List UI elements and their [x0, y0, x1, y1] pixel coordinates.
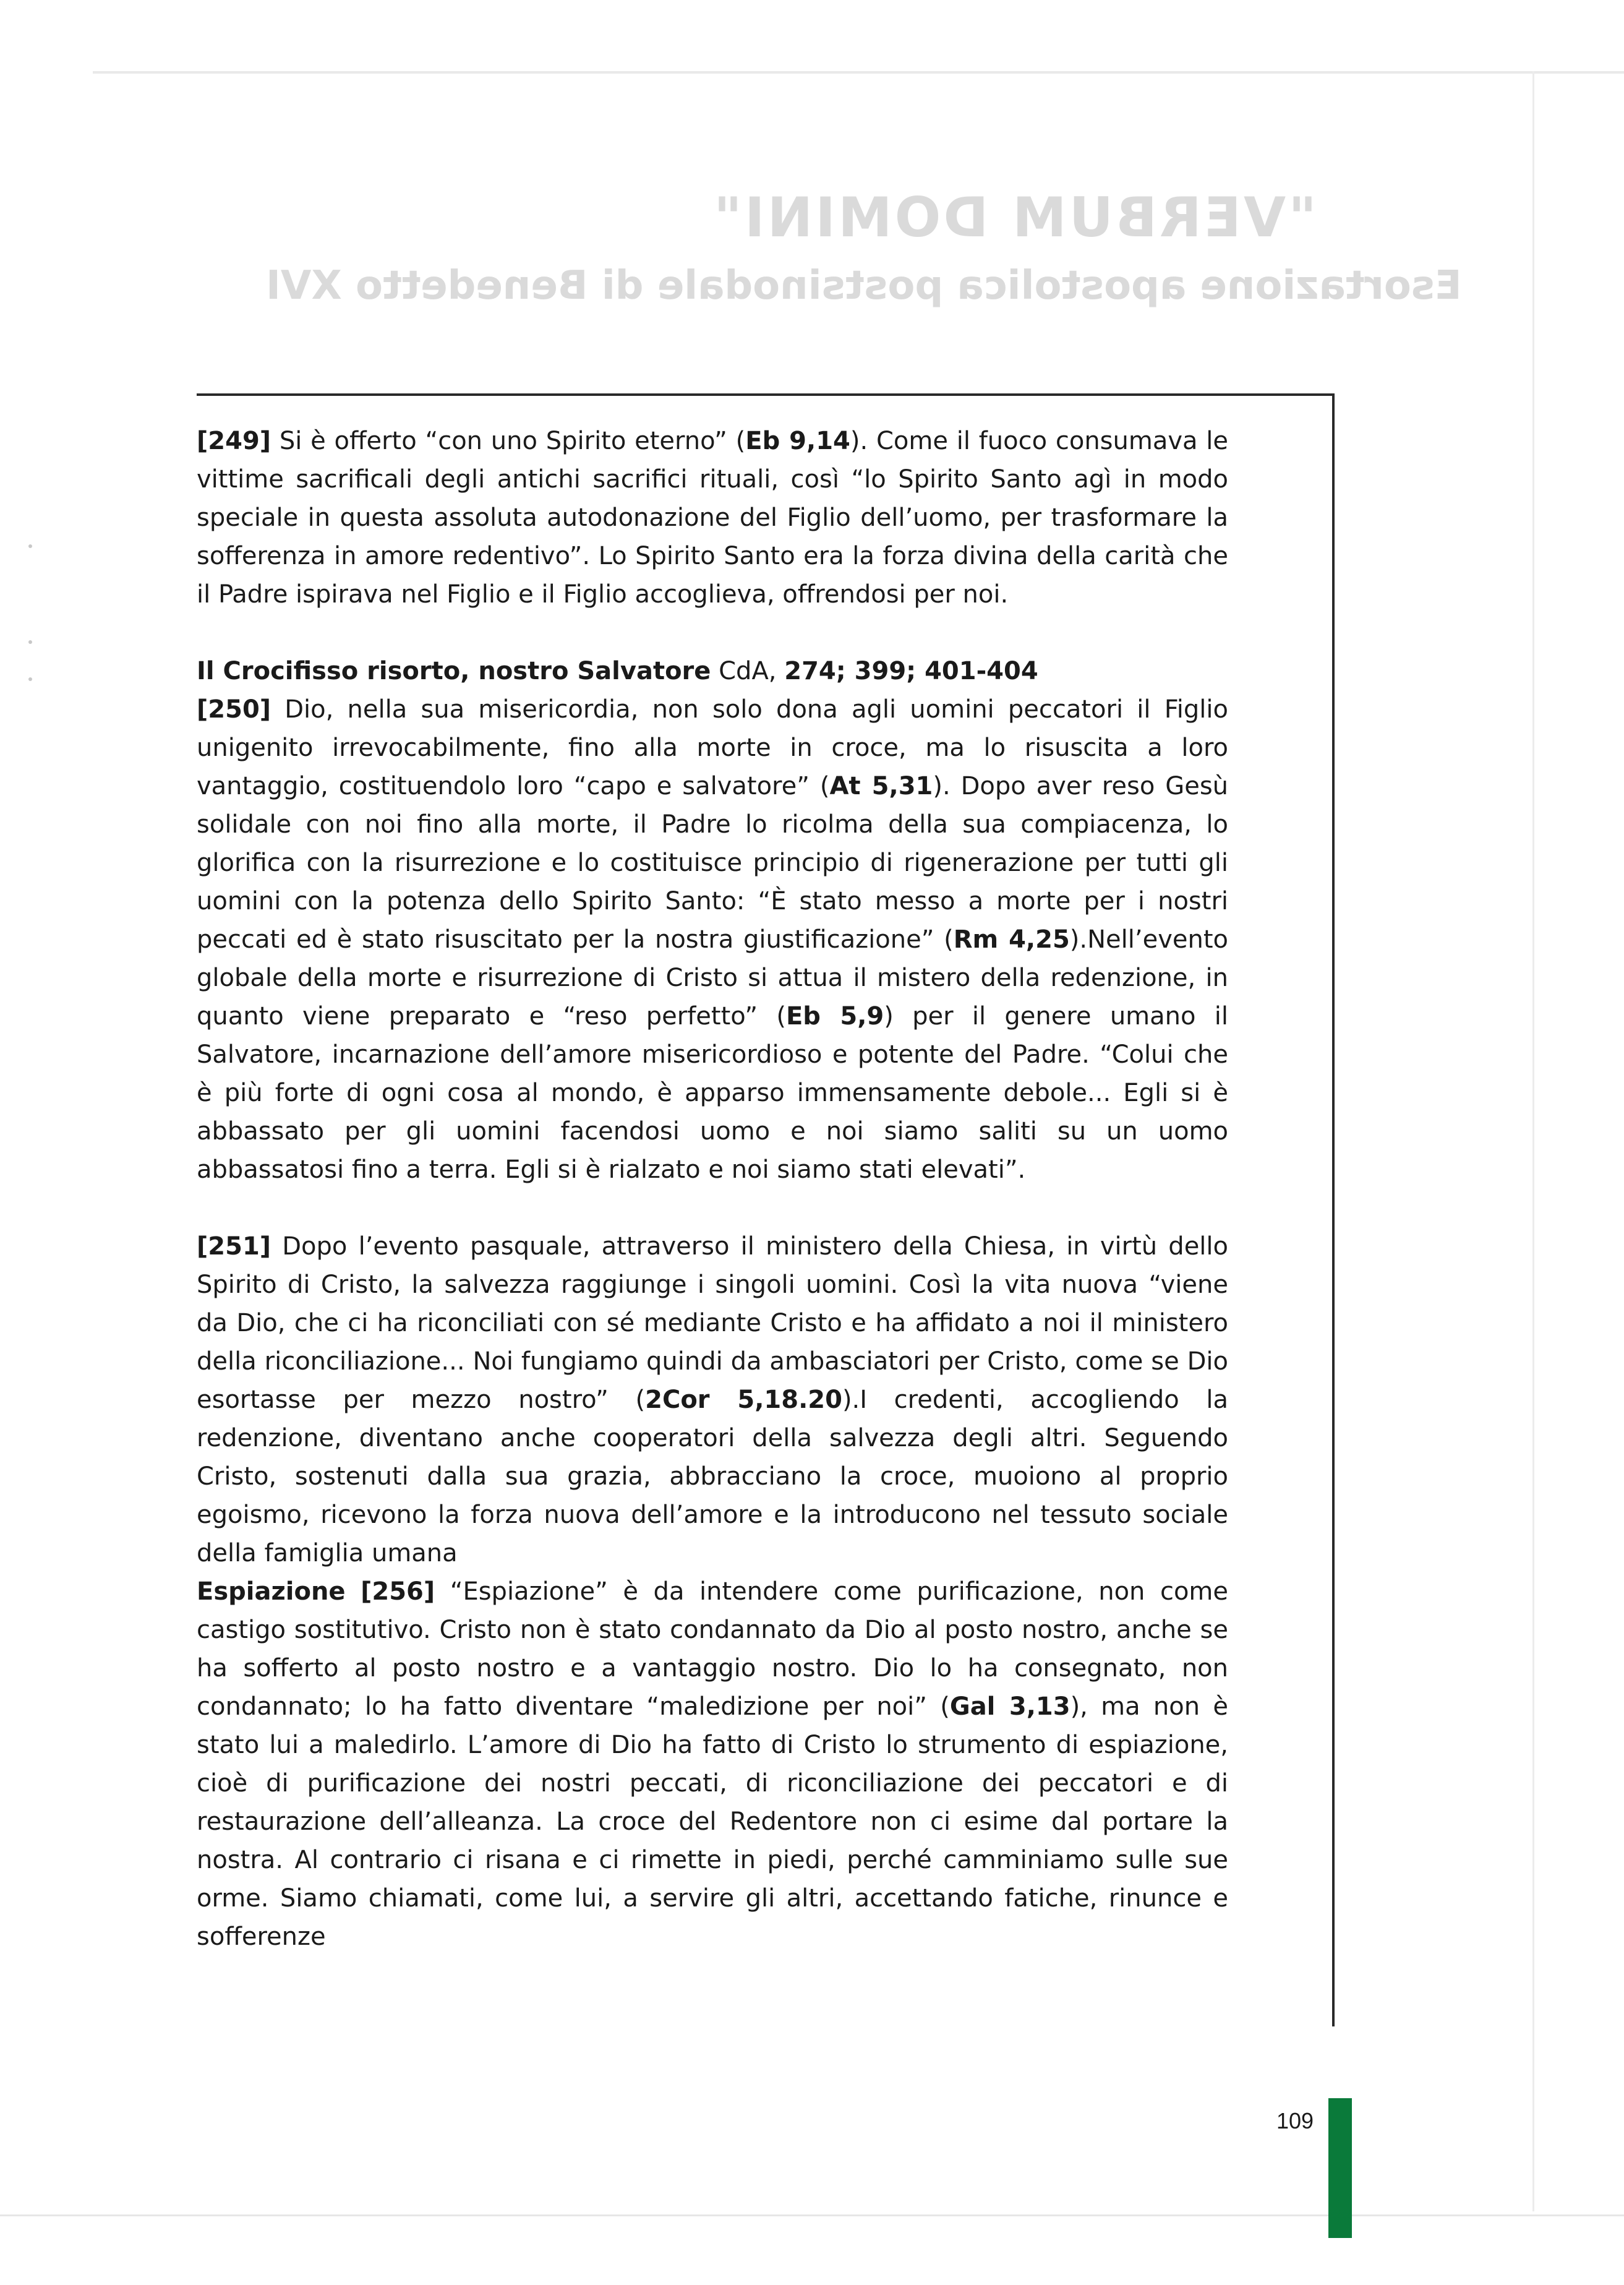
section-cda-label: CdA,: [711, 657, 785, 685]
bible-citation: At 5,31: [829, 772, 933, 800]
green-thumb-tab: [1328, 2098, 1352, 2238]
glossary-term: Espiazione: [197, 1577, 346, 1606]
paragraph-250: [197, 690, 1228, 1189]
section-heading: [197, 652, 1228, 690]
section-cda-refs: 274; 399; 401-404: [784, 657, 1038, 685]
punch-hole-mark: [28, 544, 32, 548]
paragraph-249: [197, 422, 1228, 614]
punch-hole-mark: [28, 640, 32, 644]
bible-citation: 2Cor 5,18.20: [645, 1386, 842, 1414]
bible-citation: Eb 5,9: [785, 1002, 884, 1031]
paragraph-256: [197, 1572, 1228, 1956]
bible-citation: Eb 9,14: [745, 427, 850, 455]
paragraph-text: ) per il genere umano il Salvatore, incarnazione dell’amore misericordioso e potente del Padre. “Colui che è più forte di ogni cosa al mondo, è apparso immensamente debole... Egli si è abbassato per gli uomini facendosi uomo e noi siamo saliti su un uomo abbassatosi fino a terra. Egli si è rialzato e noi siamo stati elevati”.: [197, 1002, 1228, 1184]
paragraph-text: Si è offerto “con uno Spirito eterno” (: [271, 427, 746, 455]
spacer: [197, 614, 1228, 652]
paragraph-text: ).Nell’evento globale della morte e risurrezione di Cristo si attua il mistero della redenzione, in quanto viene preparato e “reso perfetto” (: [197, 925, 1228, 1031]
paragraph-text: Dio, nella sua misericordia, non solo dona agli uomini peccatori il Figlio unigenito irrevocabilmente, fino alla morte in croce, ma lo risuscita a loro vantaggio, costituendolo loro “capo e salvatore” (: [197, 695, 1228, 800]
paragraph-text: ).I credenti, accogliendo la redenzione, diventano anche cooperatori della salvezza degli altri. Seguendo Cristo, sostenuti dalla sua grazia, abbracciano la croce, muoiono al proprio egoismo, ricevono la forza nuova dell’amore e la introducono nel tessuto sociale della famiglia umana: [197, 1386, 1229, 1567]
punch-hole-mark: [28, 677, 32, 681]
paragraph-text: “Espiazione” è da intendere come purificazione, non come castigo sostitutivo. Cristo non è stato condannato da Dio al posto nostro, anche se ha sofferto al posto nostro e a vantaggio nostro. Dio lo ha consegnato, non condannato; lo ha fatto diventare “maledizione per noi” (: [197, 1577, 1228, 1721]
paragraph-text: Dopo l’evento pasquale, attraverso il ministero della Chiesa, in virtù dello Spirito di Cristo, la salvezza raggiunge i singoli uomini. Così la vita nuova “viene da Dio, che ci ha riconciliati con sé mediante Cristo e ha affidato a noi il ministero della riconciliazione... Noi fungiamo quindi da ambasciatori per Cristo, come se Dio esortasse per mezzo nostro” (: [197, 1232, 1228, 1414]
paragraph-number: [249]: [197, 427, 271, 455]
section-title: Il Crocifisso risorto, nostro Salvatore: [197, 657, 711, 685]
page-number: 109: [1276, 2108, 1314, 2133]
paragraph-251: [197, 1227, 1228, 1572]
paragraph-number: [251]: [197, 1232, 271, 1261]
page-body: [197, 422, 1228, 1956]
paragraph-text: ). Come il fuoco consumava le vittime sacrificali degli antichi sacrifici rituali, così “lo Spirito Santo agì in modo speciale in questa assoluta autodonazione del Figlio dell’uomo, per trasformare la sofferenza in amore redentivo”. Lo Spirito Santo era la forza divina della carità che il Padre ispirava nel Figlio e il Figlio accoglieva, offrendosi per noi.: [197, 427, 1229, 609]
paragraph-text: ). Dopo aver reso Gesù solidale con noi fino alla morte, il Padre lo ricolma della sua compiacenza, lo glorifica con la risurrezione e lo costituisce principio di rigenerazione per tutti gli uomini con la potenza dello Spirito Santo: “È stato messo a morte per i nostri peccati ed è stato risuscitato per la nostra giustificazione” (: [197, 772, 1229, 954]
spacer: [197, 1189, 1228, 1227]
paragraph-number: [250]: [197, 695, 271, 724]
sheet-edge-right: [1532, 71, 1534, 2211]
bleed-through-title: "VERBUM DOMINI": [711, 186, 1317, 249]
bleed-through-subtitle: Esortazione apostolica postsinodale di Benedetto XVI: [266, 263, 1462, 309]
paragraph-number: [256]: [361, 1577, 435, 1606]
frame-rule-right: [1332, 393, 1335, 2026]
sheet-edge-top: [93, 71, 1624, 74]
bible-citation: Gal 3,13: [949, 1692, 1071, 1721]
sheet-edge-bottom: [0, 2214, 1624, 2216]
bible-citation: Rm 4,25: [953, 925, 1070, 954]
frame-rule-top: [197, 393, 1335, 396]
paragraph-text: ), ma non è stato lui a maledirlo. L’amore di Dio ha fatto di Cristo lo strumento di espiazione, cioè di purificazione dei nostri peccati, di riconciliazione dei peccatori e di restaurazione dell’alleanza. La croce del Redentore non ci esime dal portare la nostra. Al contrario ci risana e ci rimette in piedi, perché camminiamo sulle sue orme. Siamo chiamati, come lui, a servire gli altri, accettando fatiche, rinunce e sofferenze: [197, 1692, 1228, 1951]
